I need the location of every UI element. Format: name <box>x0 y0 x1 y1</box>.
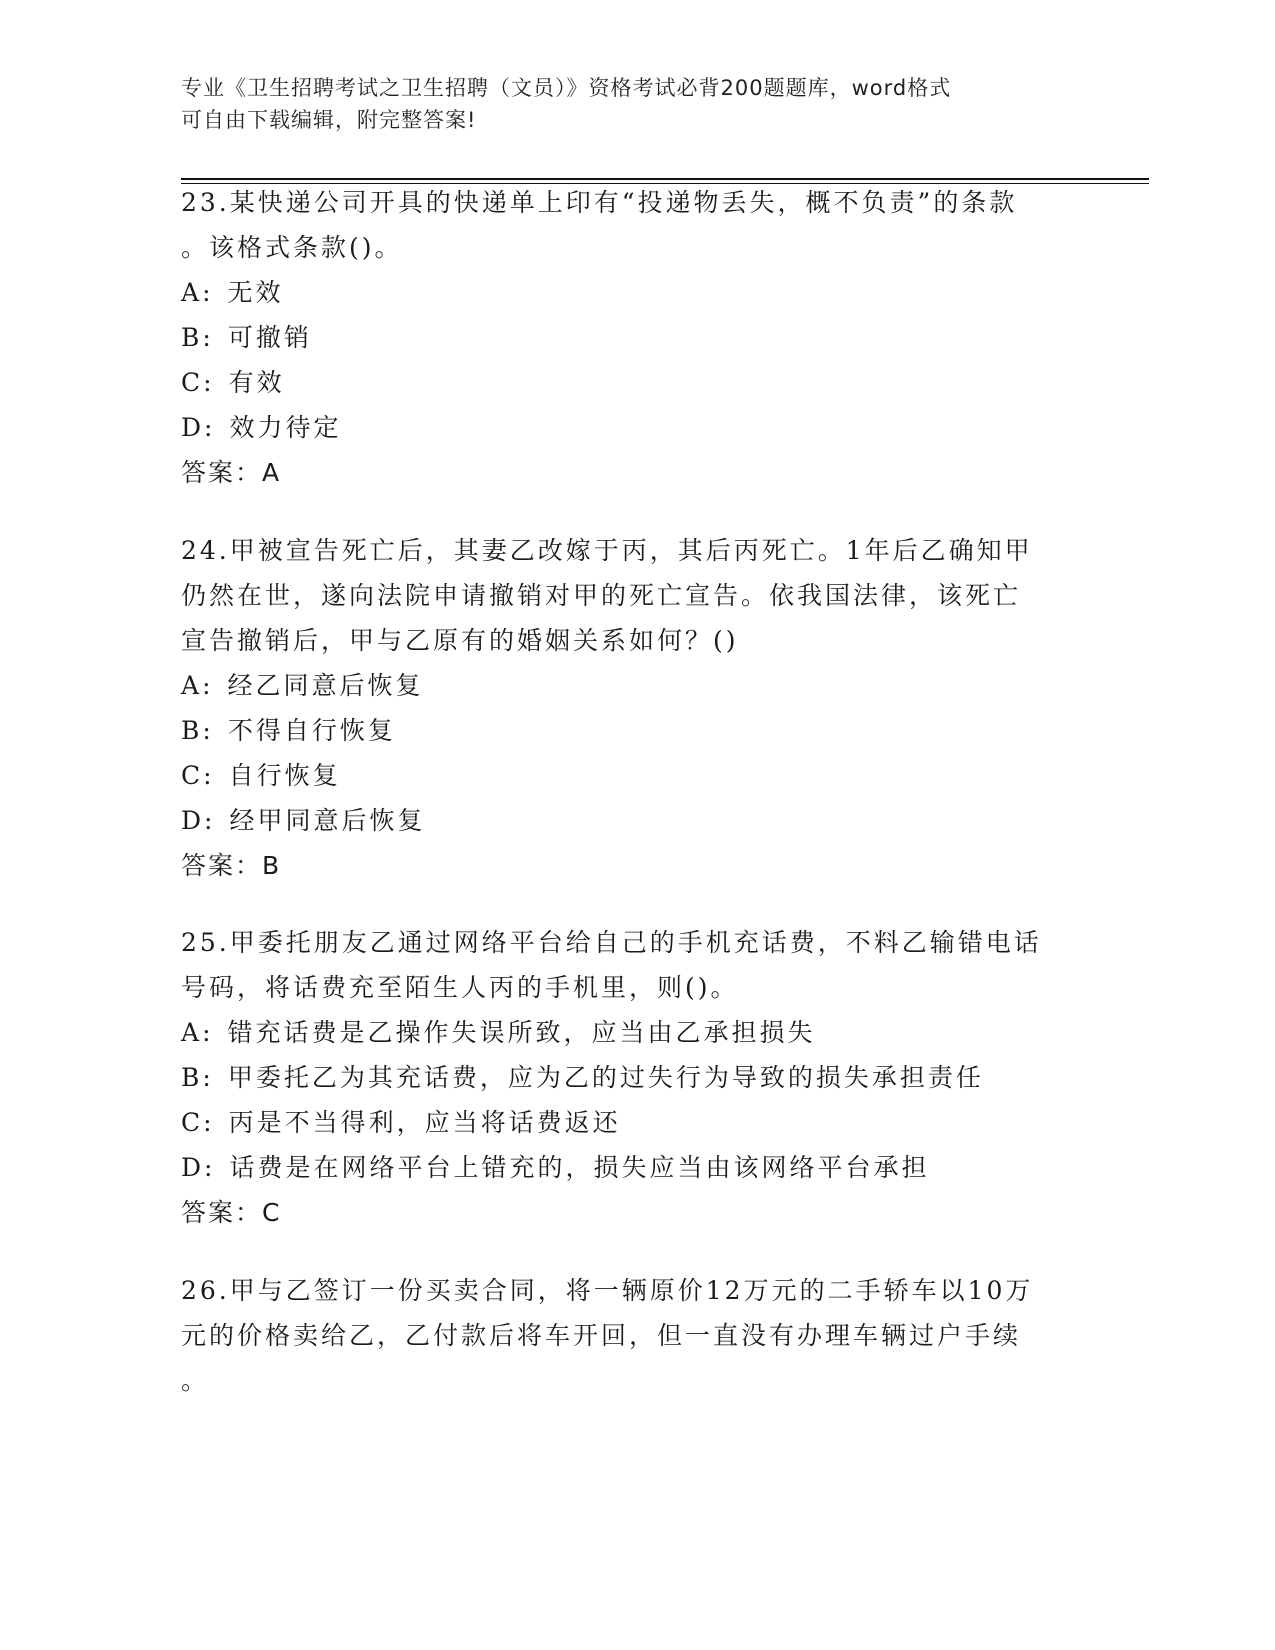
option-letter: A <box>181 671 203 700</box>
answer-label: 答案：B <box>181 851 282 880</box>
option-text: 话费是在网络平台上错充的，损失应当由该网络平台承担 <box>229 1153 930 1182</box>
option-d: D: 经甲同意后恢复 <box>181 798 1101 843</box>
option-b: B: 可撤销 <box>181 315 1101 360</box>
option-letter: B <box>181 716 203 745</box>
question-stem-line: 25.甲委托朋友乙通过网络平台给自己的手机充话费，不料乙输错电话 <box>181 928 1042 957</box>
option-text: 有效 <box>228 368 285 397</box>
option-letter: D <box>181 413 205 442</box>
question-stem-line: 元的价格卖给乙，乙付款后将车开回，但一直没有办理车辆过户手续 <box>181 1321 1022 1350</box>
header-title-line-2: 可自由下载编辑，附完整答案! <box>181 108 477 132</box>
option-letter: D <box>181 1153 205 1182</box>
question-stem-line: 24.甲被宣告死亡后，其妻乙改嫁于丙，其后丙死亡。1年后乙确知甲 <box>181 536 1033 565</box>
option-c: C: 有效 <box>181 360 1101 405</box>
option-a: A: 经乙同意后恢复 <box>181 663 1101 708</box>
question-stem-line: 宣告撤销后，甲与乙原有的婚姻关系如何？() <box>181 626 739 655</box>
answer-label: 答案：C <box>181 1198 282 1227</box>
option-letter: C <box>181 368 204 397</box>
question-stem-line: 号码，将话费充至陌生人丙的手机里，则()。 <box>181 973 739 1002</box>
option-letter: D <box>181 806 205 835</box>
header-title-line-1: 专业《卫生招聘考试之卫生招聘（文员）》资格考试必背200题题库，word格式 <box>181 76 952 100</box>
option-a: A: 无效 <box>181 270 1101 315</box>
option-letter: A <box>181 278 203 307</box>
option-b: B: 甲委托乙为其充话费，应为乙的过失行为导致的损失承担责任 <box>181 1055 1101 1100</box>
option-text: 错充话费是乙操作失误所致，应当由乙承担损失 <box>227 1018 816 1047</box>
option-text: 效力待定 <box>229 413 342 442</box>
option-d: D: 话费是在网络平台上错充的，损失应当由该网络平台承担 <box>181 1145 1101 1190</box>
question-24 <box>181 528 1101 888</box>
option-text: 丙是不当得利，应当将话费返还 <box>228 1108 621 1137</box>
option-c: C: 丙是不当得利，应当将话费返还 <box>181 1100 1101 1145</box>
option-text: 不得自行恢复 <box>227 716 396 745</box>
question-26 <box>181 1268 1101 1403</box>
option-a: A: 错充话费是乙操作失误所致，应当由乙承担损失 <box>181 1010 1101 1055</box>
question-stem-line: 26.甲与乙签订一份买卖合同，将一辆原价12万元的二手轿车以10万 <box>181 1276 1034 1305</box>
question-stem-line: 仍然在世，遂向法院申请撤销对甲的死亡宣告。依我国法律，该死亡 <box>181 581 1022 610</box>
option-letter: B <box>181 1063 203 1092</box>
option-letter: C <box>181 761 204 790</box>
question-stem-line: 。 <box>181 1366 210 1395</box>
option-letter: B <box>181 323 203 352</box>
option-letter: C <box>181 1108 204 1137</box>
option-text: 经乙同意后恢复 <box>227 671 424 700</box>
option-text: 无效 <box>227 278 284 307</box>
question-stem-line: 。该格式条款()。 <box>181 233 403 262</box>
option-letter: A <box>181 1018 203 1047</box>
option-text: 经甲同意后恢复 <box>229 806 426 835</box>
option-text: 自行恢复 <box>228 761 341 790</box>
option-c: C: 自行恢复 <box>181 753 1101 798</box>
document-header <box>181 72 1081 136</box>
option-text: 甲委托乙为其充话费，应为乙的过失行为导致的损失承担责任 <box>227 1063 984 1092</box>
question-23 <box>181 180 1101 495</box>
answer-label: 答案：A <box>181 458 282 487</box>
option-b: B: 不得自行恢复 <box>181 708 1101 753</box>
question-25 <box>181 920 1101 1235</box>
question-stem-line: 23.某快递公司开具的快递单上印有“投递物丢失，概不负责”的条款 <box>181 188 1018 217</box>
option-d: D: 效力待定 <box>181 405 1101 450</box>
option-text: 可撤销 <box>227 323 312 352</box>
